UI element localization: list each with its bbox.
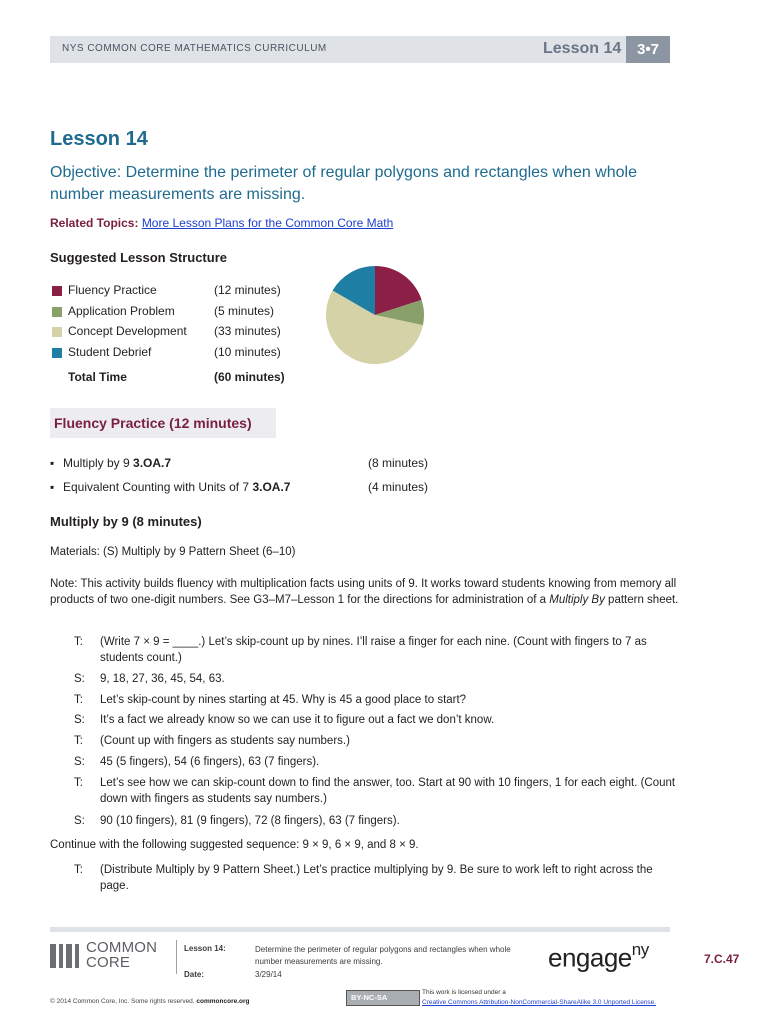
- total-time-label: Total Time: [68, 370, 127, 384]
- page-header: [50, 36, 670, 63]
- note: Note: This activity builds fluency with multiplication facts using units of 9. It works toward students knowing from memory all products of two one-digit numbers. See G3–M7–Lesson 1 for the directions for administration of a Multiply By pattern sheet.: [50, 578, 679, 606]
- dialogue-line: [50, 634, 690, 666]
- fluency-item-minutes: (4 minutes): [368, 480, 429, 494]
- structure-title: Suggested Lesson Structure: [50, 250, 227, 265]
- footer-lesson-label: Lesson 14:: [184, 944, 226, 953]
- legend-swatch: [52, 307, 62, 317]
- standard-code: 3.OA.7: [133, 456, 172, 470]
- dialogue-text: Let’s see how we can skip-count down to find the answer, too. Start at 90 with 10 fingers, 1 for each eight. (Count down with fingers as students say numbers.): [100, 777, 676, 805]
- speaker: S:: [74, 673, 85, 685]
- grade-module-badge: 3•7: [626, 36, 670, 63]
- section-heading-box: [50, 408, 276, 438]
- header-lesson: Lesson 14: [543, 40, 622, 57]
- structure-item-name: Application Problem: [68, 304, 175, 318]
- speaker: S:: [74, 815, 85, 827]
- dialogue-text: 45 (5 fingers), 54 (6 fingers), 63 (7 fingers).: [100, 756, 320, 768]
- dialogue-line: [50, 692, 690, 708]
- structure-item-name: Fluency Practice: [68, 283, 157, 297]
- fluency-item-text: Multiply by 9 3.OA.7: [63, 456, 172, 470]
- continue-text: Continue with the following suggested sequence: 9 × 9, 6 × 9, and 8 × 9.: [50, 839, 419, 851]
- dialogue-text: It’s a fact we already know so we can use it to figure out a fact we don’t know.: [100, 714, 495, 726]
- related-link[interactable]: More Lesson Plans for the Common Core Math: [141, 216, 394, 230]
- page-title: Lesson 14: [50, 128, 148, 150]
- copyright: © 2014 Common Core, Inc. Some rights reserved. commoncore.org: [50, 998, 250, 1005]
- dialogue-line: [50, 775, 690, 807]
- dialogue-line: [50, 712, 690, 728]
- dialogue-line: [50, 862, 690, 894]
- dialogue-line: [50, 813, 690, 829]
- license-link[interactable]: Creative Commons Attribution-NonCommercial-ShareAlike 3.0 Unported License.: [422, 999, 657, 1006]
- fluency-item-text: Equivalent Counting with Units of 7 3.OA.7: [63, 480, 291, 494]
- legend-swatch: [52, 348, 62, 358]
- speaker: T:: [74, 735, 83, 747]
- page-number: 7.C.47: [704, 952, 740, 966]
- bullet-icon: ▪: [50, 456, 55, 470]
- total-time-value: (60 minutes): [214, 370, 285, 384]
- dialogue-text: Let’s skip-count by nines starting at 45. Why is 45 a good place to start?: [100, 694, 467, 706]
- speaker: T:: [74, 636, 83, 648]
- structure-item-minutes: (12 minutes): [214, 283, 281, 297]
- dialogue-line: [50, 671, 690, 687]
- dialogue-text: 9, 18, 27, 36, 45, 54, 63.: [100, 673, 225, 685]
- engageny-logo: engage$^{ny}$: [548, 940, 649, 973]
- dialogue-line: [50, 754, 690, 770]
- structure-item-minutes: (5 minutes): [214, 304, 275, 318]
- bullet-icon: ▪: [50, 480, 55, 494]
- common-core-logo-icon: [50, 944, 80, 968]
- creative-commons-badge-icon: BY-NC-SA: [346, 990, 420, 1006]
- speaker: S:: [74, 756, 85, 768]
- dialogue-line: [50, 733, 690, 749]
- structure-item-minutes: (10 minutes): [214, 345, 281, 359]
- subsection-title: Multiply by 9 (8 minutes): [50, 514, 202, 529]
- dialogue-text: 90 (10 fingers), 81 (9 fingers), 72 (8 fingers), 63 (7 fingers).: [100, 815, 400, 827]
- objective: Objective: Determine the perimeter of regular polygons and rectangles when whole number measurements are missing.: [50, 164, 637, 203]
- footer-lesson-desc: Determine the perimeter of regular polygons and rectangles when whole number measurements are missing.: [255, 945, 511, 966]
- license-text: This work is licensed under a: [422, 989, 506, 996]
- structure-item-name: Concept Development: [68, 324, 187, 338]
- dialogue-text: (Count up with fingers as students say numbers.): [100, 735, 350, 747]
- speaker: T:: [74, 864, 83, 876]
- legend-swatch: [52, 327, 62, 337]
- section-heading: Fluency Practice (12 minutes): [54, 415, 252, 431]
- structure-item-minutes: (33 minutes): [214, 324, 281, 338]
- speaker: T:: [74, 777, 83, 789]
- curriculum-label: NYS COMMON CORE MATHEMATICS CURRICULUM: [62, 43, 327, 54]
- legend-swatch: [52, 286, 62, 296]
- related-topics: [50, 216, 393, 230]
- related-label: Related Topics:: [50, 216, 139, 230]
- fluency-item-minutes: (8 minutes): [368, 456, 429, 470]
- footer-divider: [176, 940, 177, 974]
- lesson-structure-pie: [324, 264, 426, 366]
- structure-item-name: Student Debrief: [68, 345, 152, 359]
- footer-date-label: Date:: [184, 970, 205, 979]
- standard-code: 3.OA.7: [252, 480, 291, 494]
- dialogue-text: (Distribute Multiply by 9 Pattern Sheet.) Let’s practice multiplying by 9. Be sure to work left to right across the page.: [100, 864, 653, 892]
- footer-rule: [50, 927, 670, 932]
- materials: Materials: (S) Multiply by 9 Pattern Sheet (6–10): [50, 546, 296, 558]
- footer-date: 3/29/14: [255, 970, 282, 979]
- dialogue-text: (Write 7 × 9 = ____.) Let’s skip-count up by nines. I’ll raise a finger for each nine. (Count with fingers to 7 as students count.): [100, 636, 647, 664]
- speaker: S:: [74, 714, 85, 726]
- speaker: T:: [74, 694, 83, 706]
- common-core-logo-text: COMMON CORE: [86, 939, 158, 971]
